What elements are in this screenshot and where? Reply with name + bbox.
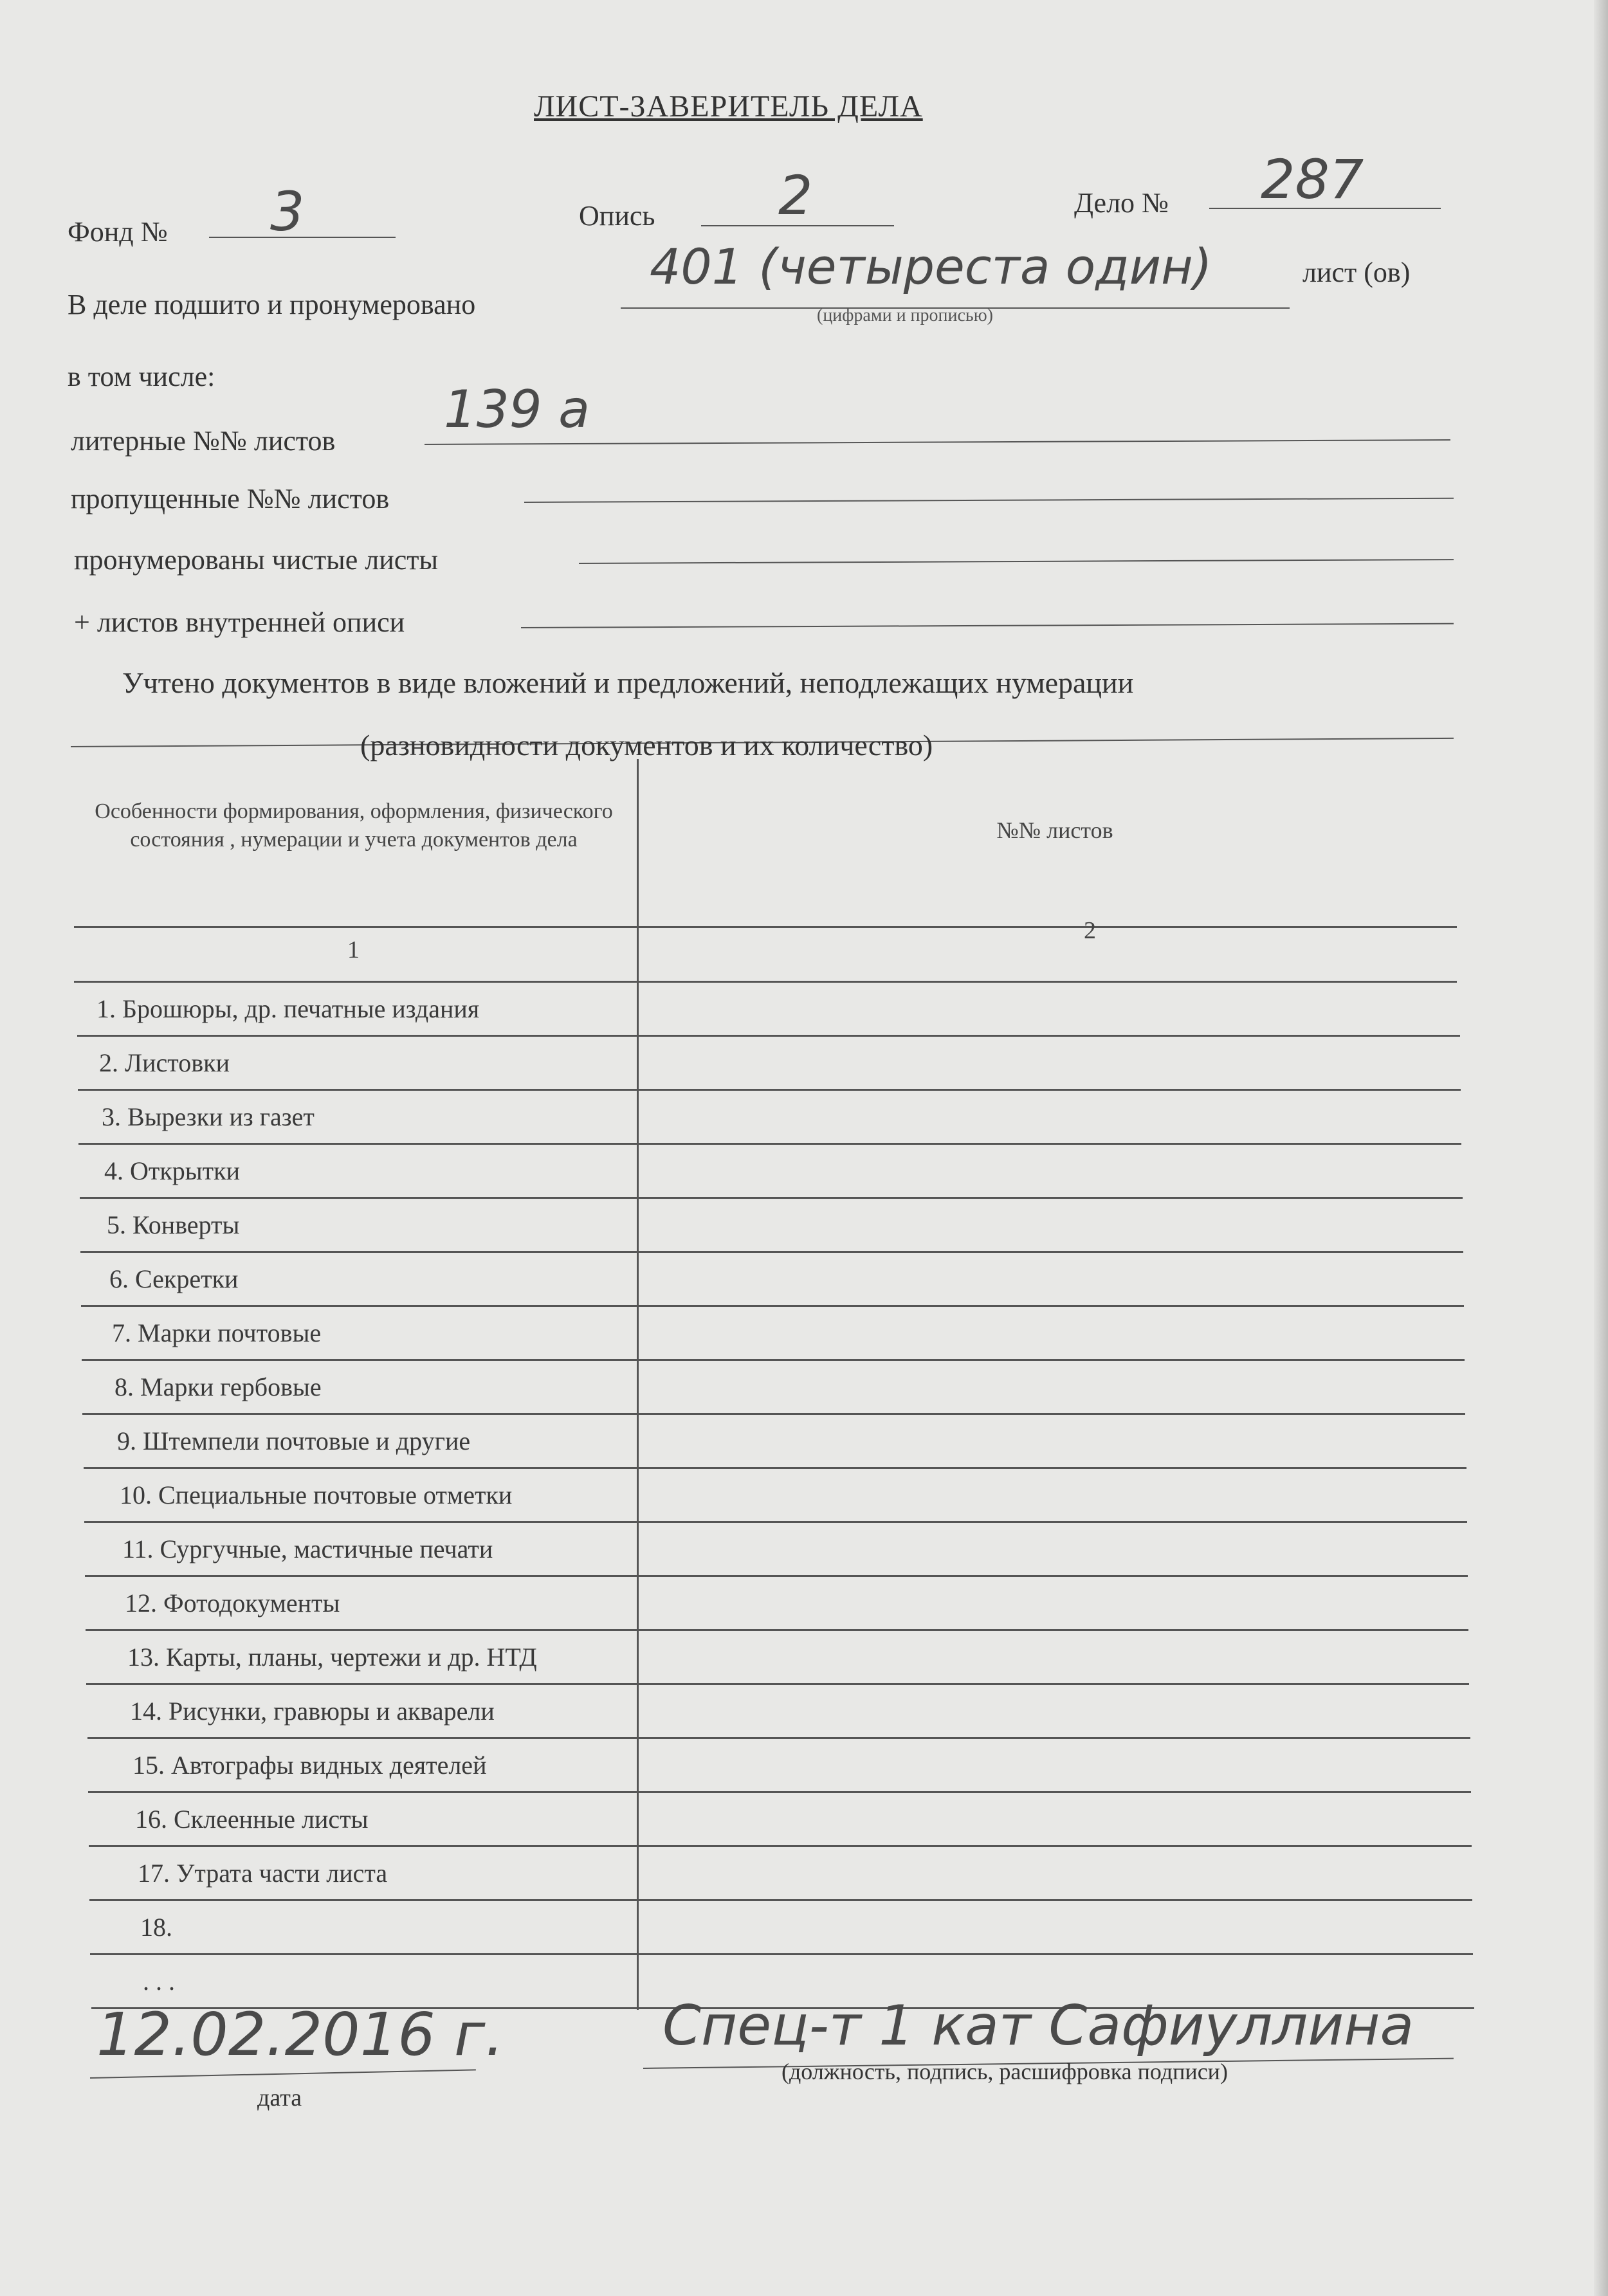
sewn-value: 401 (четыреста один) (650, 238, 1212, 295)
table-row-label: 14. Рисунки, гравюры и акварели (130, 1697, 495, 1726)
document-title: ЛИСТ-ЗАВЕРИТЕЛЬ ДЕЛА (534, 89, 923, 123)
table-row-label: . . . (143, 1967, 175, 1996)
signature-caption: (должность, подпись, расшифровка подписи) (781, 2059, 1228, 2084)
date-label: дата (257, 2084, 302, 2111)
table-row-label: 9. Штемпели почтовые и другие (117, 1426, 471, 1455)
table-row-divider (77, 1035, 1460, 1037)
delo-value: 287 (1261, 148, 1364, 211)
column-1-number: 1 (347, 936, 360, 963)
skipped-sheets-label: пропущенные №№ листов (71, 483, 390, 515)
opis-value: 2 (778, 164, 813, 227)
internal-inventory-label: + листов внутренней описи (74, 606, 405, 638)
table-row-divider (85, 1575, 1468, 1577)
table-row-label: 4. Открытки (104, 1156, 240, 1185)
table-row-label: 8. Марки гербовые (114, 1372, 322, 1401)
blank-sheets-label: пронумерованы чистые листы (74, 544, 439, 576)
date-underline (90, 2069, 476, 2079)
table-row-divider (86, 1629, 1468, 1631)
table-row-divider (84, 1467, 1466, 1469)
table-row-label: 18. (140, 1913, 172, 1942)
literal-sheets-label: литерные №№ листов (71, 425, 336, 457)
table-row-label: 7. Марки почтовые (112, 1318, 322, 1347)
sewn-label: В деле подшито и пронумеровано (68, 289, 476, 320)
accounted-text: Учтено документов в виде вложений и предложений, неподлежащих нумерации (122, 666, 1134, 699)
table-row-label: 3. Вырезки из газет (102, 1102, 315, 1131)
table-number-divider (74, 981, 1457, 983)
table-row-label: 16. Склеенные листы (135, 1805, 369, 1834)
table-row-divider (78, 1089, 1461, 1091)
sewn-caption: (цифрами и прописью) (817, 305, 993, 325)
internal-inventory-underline (521, 623, 1454, 628)
fond-value: 3 (270, 180, 305, 243)
table-row-divider (86, 1683, 1469, 1685)
table-row-divider (82, 1413, 1465, 1415)
kinds-caption: (разновидности документов и их количество) (360, 729, 933, 761)
table-row-divider (82, 1359, 1465, 1361)
date-value: 12.02.2016 г. (96, 2000, 504, 2069)
table-row-label: 13. Карты, планы, чертежи и др. НТД (127, 1643, 537, 1672)
table-row-label: 17. Утрата части листа (138, 1859, 388, 1888)
table-header-divider (74, 926, 1457, 928)
table-row-divider (78, 1143, 1461, 1145)
blank-sheets-underline (579, 559, 1454, 564)
table-row-divider (81, 1305, 1464, 1307)
table-row-divider (84, 1521, 1467, 1523)
column-2-number: 2 (1084, 917, 1096, 944)
table-row-divider (90, 1953, 1473, 1955)
table-row-divider (80, 1251, 1463, 1253)
fond-label: Фонд № (68, 216, 168, 248)
delo-label: Дело № (1074, 187, 1169, 219)
page-edge-shadow (1594, 0, 1608, 2296)
literal-sheets-value: 139 а (444, 379, 590, 439)
table-row-divider (87, 1737, 1470, 1739)
table-row-label: 2. Листовки (99, 1048, 230, 1077)
table-row-divider (89, 1845, 1472, 1847)
table-row-label: 11. Сургучные, мастичные печати (122, 1535, 493, 1563)
column-2-header: №№ листов (996, 817, 1113, 843)
table-row-divider (89, 1899, 1472, 1901)
table-row-divider (80, 1197, 1463, 1199)
including-label: в том числе: (68, 361, 215, 392)
opis-label: Опись (579, 200, 655, 232)
table-row-label: 12. Фотодокументы (125, 1589, 340, 1617)
table-row-divider (88, 1791, 1471, 1793)
signature-value: Спец-т 1 кат Сафиуллина (662, 1994, 1414, 2058)
table-row-label: 5. Конверты (107, 1210, 240, 1239)
table-column-divider (637, 759, 639, 2010)
table-row-label: 6. Секретки (109, 1264, 239, 1293)
table-row-label: 15. Автографы видных деятелей (132, 1751, 487, 1780)
column-1-header: Особенности формирования, оформления, физического состояния , нумерации и учета документов дела (95, 799, 613, 852)
table-row-label: 1. Брошюры, др. печатные издания (96, 994, 480, 1023)
literal-sheets-underline (425, 439, 1450, 445)
skipped-sheets-underline (524, 498, 1454, 503)
sheets-suffix: лист (ов) (1302, 257, 1411, 288)
table-row-label: 10. Специальные почтовые отметки (120, 1481, 513, 1509)
